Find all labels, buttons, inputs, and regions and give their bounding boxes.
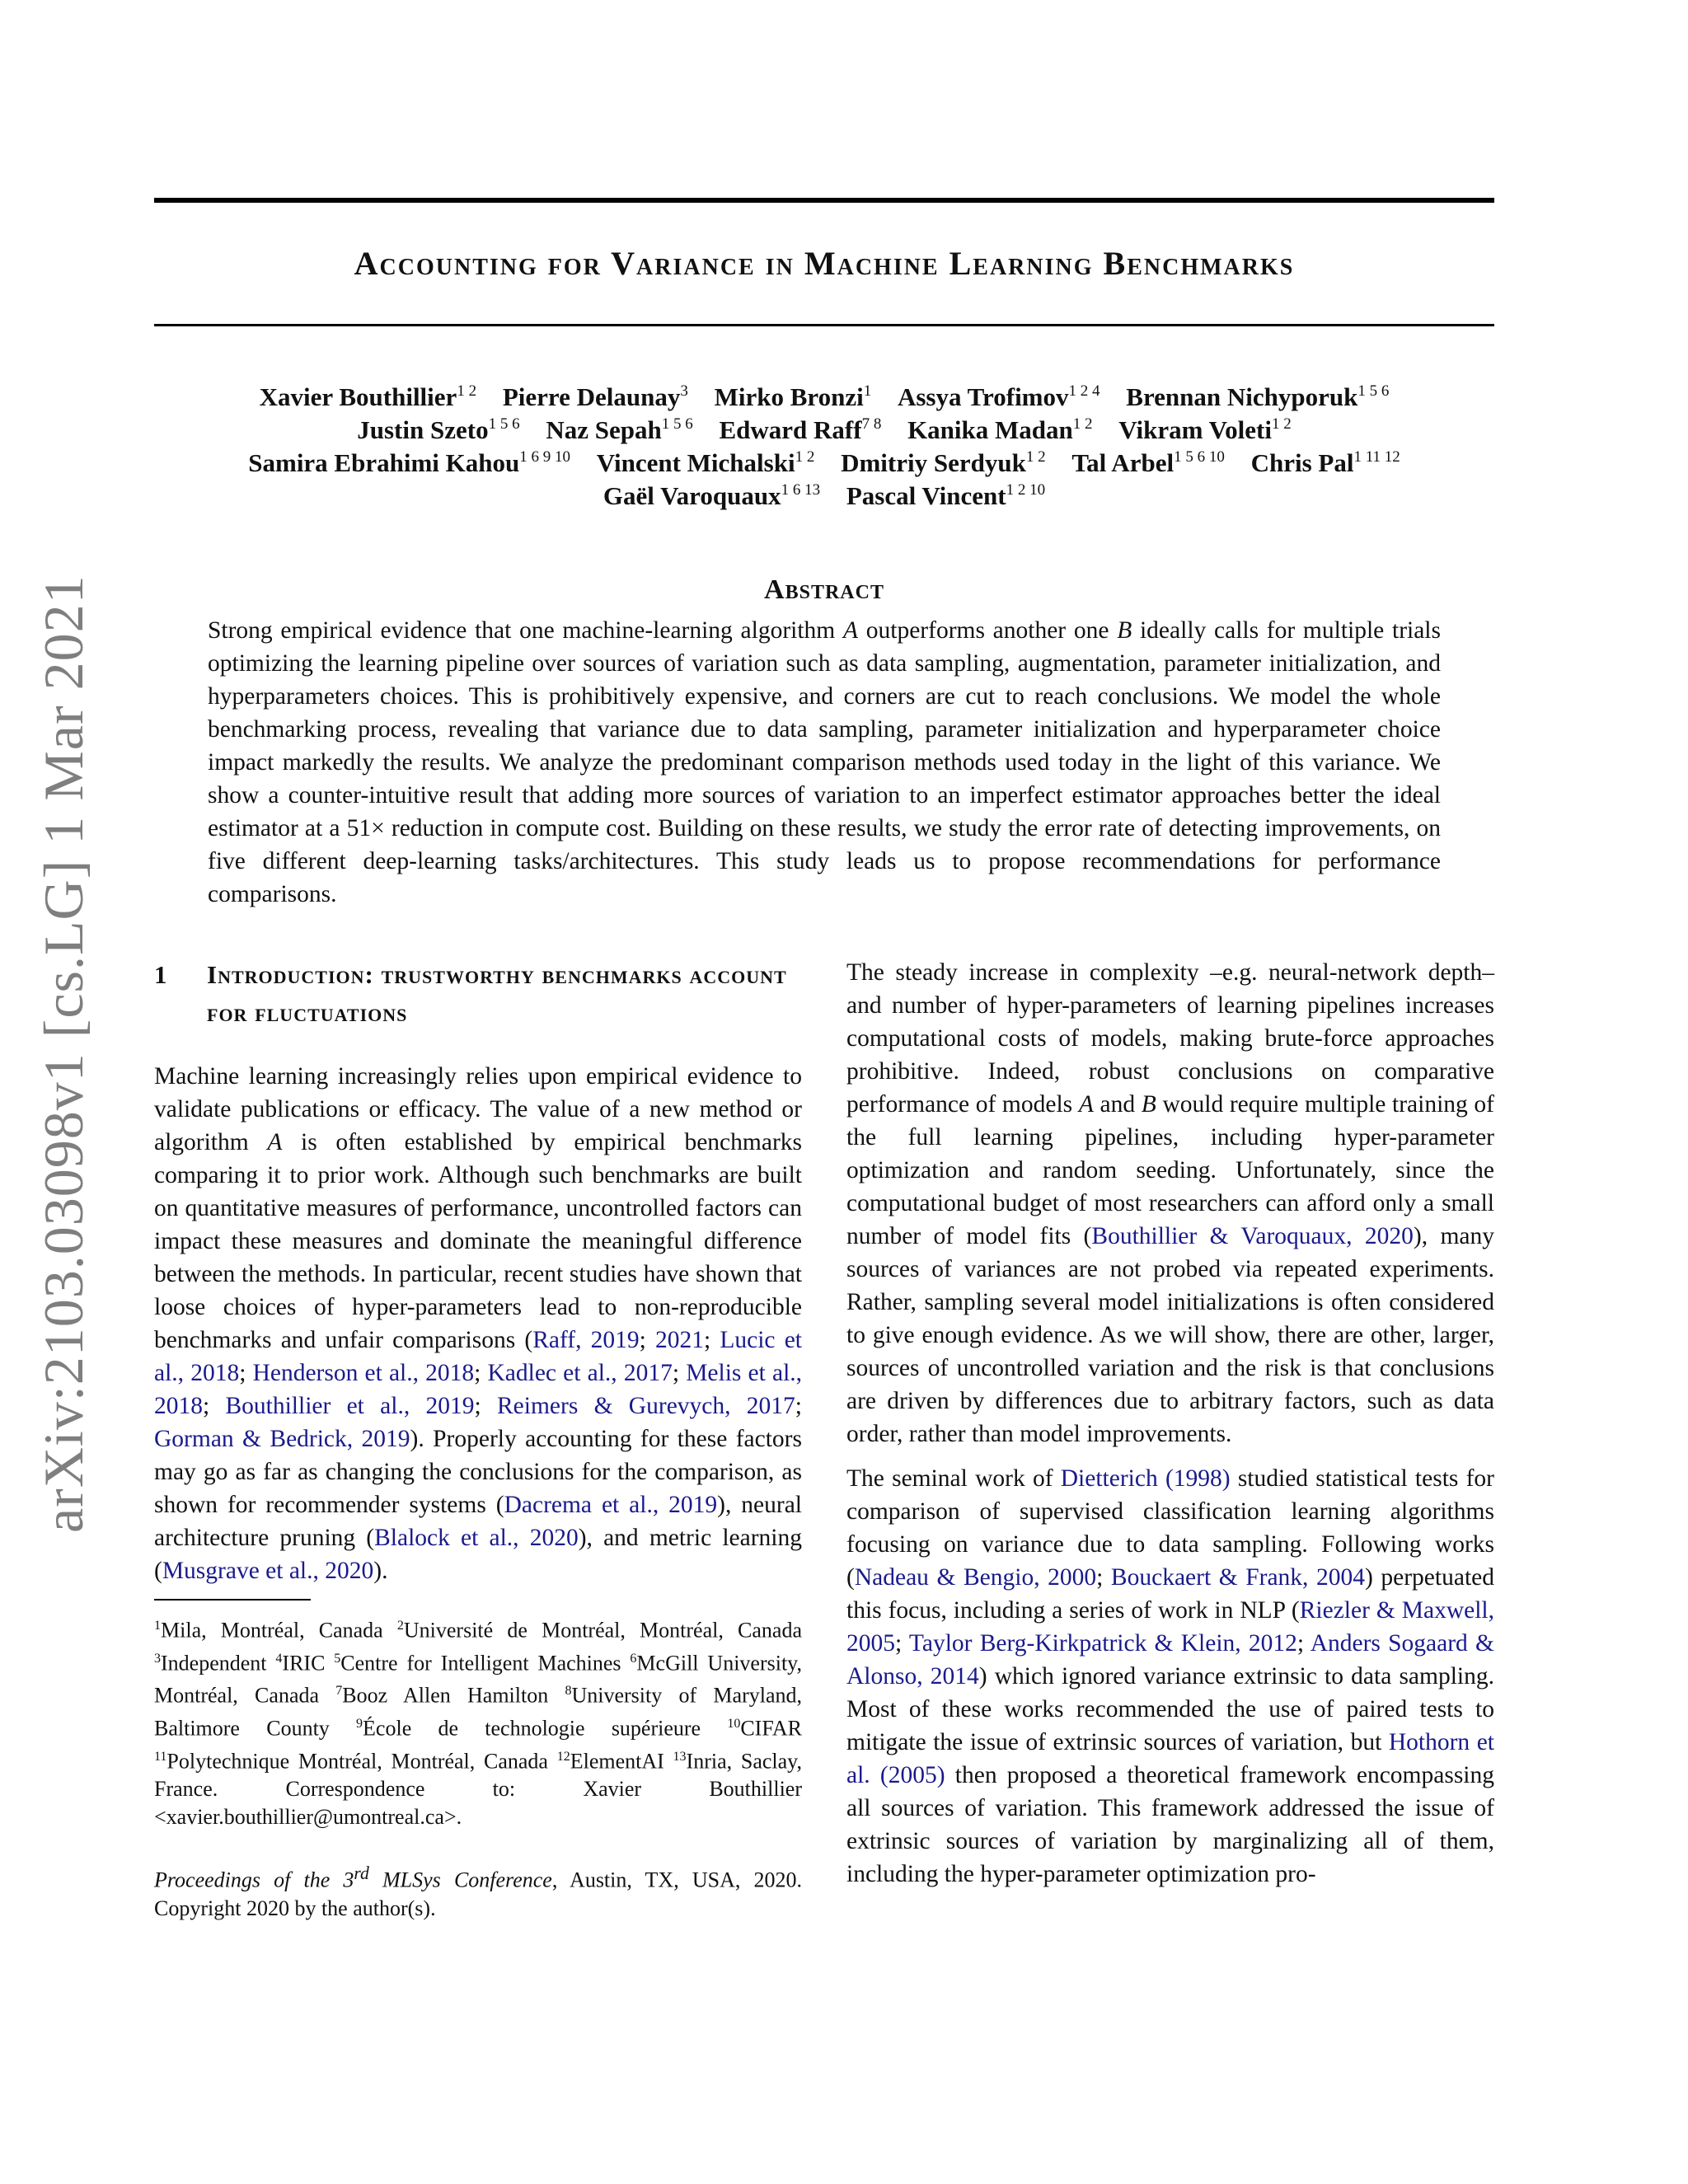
citation-link[interactable]: Hothorn et al. [846, 1729, 1494, 1788]
affiliations-footnote: $^1$Mila, Montréal, Canada $^2$Université de Montréal, Montréal, Canada $^3$Independent $^4$IRIC $^5$Centre for Intelligent Machines $^6$McGill University, Montréal, Canada $^7$Booz Allen Hamilton $^8$University of Maryland, Baltimore County $^9$École de technologie supérieure $^{10}$CIFAR $^{11}$Polytechnique Montréal, Montréal, Canada $^{12}$ElementAI $^{13}$Inria, Saclay, France. Correspondence to: Xavier Bouthillier <xavier.bouthillier@umontreal.ca>. [154, 1618, 802, 1830]
author: Edward Raff$^{7 8}$ [719, 415, 882, 444]
citation-link[interactable]: Bouthillier et al., 2019 [225, 1393, 475, 1419]
author: Vincent Michalski$^{1 2}$ [596, 448, 815, 477]
footnote-rule [154, 1599, 311, 1601]
citation-link[interactable]: Taylor Berg-Kirkpatrick & Klein, 2012 [908, 1630, 1297, 1657]
author: Pierre Delaunay$^3$ [502, 382, 688, 411]
citation-link[interactable]: Kadlec et al., 2017 [487, 1360, 673, 1386]
author: Justin Szeto$^{1 5 6}$ [357, 415, 520, 444]
right-column [846, 956, 1494, 1902]
abstract-text: Strong empirical evidence that one machine-learning algorithm A outperforms another one B ideally calls for multiple trials optimizing the learning pipeline over sources of variation such as data sampling, augmentation, parameter initialization, and hyperparameters choices. This is prohibitively expensive, and corners are cut to reach conclusions. We model the whole benchmarking process, revealing that variance due to data sampling, parameter initialization and hyperparameter choice impact markedly the results. We analyze the predominant comparison methods used today in the light of this variance. We show a counter-intuitive result that adding more sources of variation to an imperfect estimator approaches better the ideal estimator at a 51× reduction in compute cost. Building on these results, we study the error rate of detecting improvements, on five different deep-learning tasks/architectures. This study leads us to propose recommendations for performance comparisons. [208, 617, 1441, 907]
citation-link[interactable]: Anders Sogaard & Alonso, 2014 [846, 1630, 1494, 1690]
citation-link[interactable]: Raff, 2019 [532, 1327, 640, 1353]
author: Gaël Varoquaux$^{1 6 13}$ [603, 481, 821, 510]
author: Brennan Nichyporuk$^{1 5 6}$ [1126, 382, 1390, 411]
title-rule-bottom [154, 324, 1494, 326]
proceedings-note: Proceedings of the 3rd MLSys Conference, Austin, TX, USA, 2020. Copyright 2020 by the author(s). [154, 1863, 803, 1920]
intro-paragraph: Machine learning increasingly relies upon empirical evidence to validate publications or efficacy. The value of a new method or algorithm A is often established by empirical benchmarks comparing it to prior work. Although such benchmarks are built on quantitative measures of performance, uncontrolled factors can impact these measures and dominate the meaningful difference between the methods. In particular, recent studies have shown that loose choices of hyper-parameters lead to non-reproducible benchmarks and unfair comparisons (Raff, 2019; 2021; Lucic et al., 2018; Henderson et al., 2018; Kadlec et al., 2017; Melis et al., 2018; Bouthillier et al., 2019; Reimers & Gurevych, 2017; Gorman & Bedrick, 2019). Properly accounting for these factors may go as far as changing the conclusions for the comparison, as shown for recommender systems (Dacrema et al., 2019), neural architecture pruning (Blalock et al., 2020), and metric learning (Musgrave et al., 2020). [154, 1063, 803, 1584]
citation-link[interactable]: Dacrema et al., 2019 [504, 1492, 718, 1518]
author: Pascal Vincent$^{1 2 10}$ [846, 481, 1046, 510]
author: Samira Ebrahimi Kahou$^{1 6 9 10}$ [248, 448, 570, 477]
body-paragraph: The seminal work of Dietterich (1998) studied statistical tests for comparison of supervised classification learning algorithms focusing on variance due to data sampling. Following works (Nadeau & Bengio, 2000; Bouckaert & Frank, 2004) perpetuated this focus, including a series of work in NLP (Riezler & Maxwell, 2005; Taylor Berg-Kirkpatrick & Klein, 2012; Anders Sogaard & Alonso, 2014) which ignored variance extrinsic to data sampling. Most of these works recommended the use of paired tests to mitigate the issue of extrinsic sources of variation, but Hothorn et al. (2005) then proposed a theoretical framework encompassing all sources of variation. This framework addressed the issue of extrinsic sources of variation by marginalizing all of them, including the hyper-parameter optimization pro- [846, 1465, 1494, 1887]
author: Tal Arbel$^{1 5 6 10}$ [1071, 448, 1225, 477]
paper-title: Accounting for Variance in Machine Learning Benchmarks [354, 245, 1295, 282]
citation-link[interactable]: Reimers & Gurevych, 2017 [496, 1393, 795, 1419]
abstract-heading: Abstract [764, 574, 884, 605]
citation-link[interactable]: Blalock et al., 2020 [374, 1525, 579, 1551]
citation-link[interactable]: (1998) [1165, 1465, 1231, 1492]
citation-link[interactable]: 2021 [655, 1327, 704, 1353]
left-column [154, 956, 802, 1923]
citation-link[interactable]: Henderson et al., 2018 [252, 1360, 475, 1386]
author: Assya Trofimov$^{1 2 4}$ [897, 382, 1100, 411]
section-number: 1 [154, 960, 168, 989]
body-paragraph: The steady increase in complexity –e.g. neural-network depth– and number of hyper-parameters of learning pipelines increases computational costs of models, making brute-force approaches prohibitive. Indeed, robust conclusions on comparative performance of models A and B would require multiple training of the full learning pipelines, including hyper-parameter optimization and random seeding. Unfortunately, since the computational budget of most researchers can afford only a small number of model fits (Bouthillier & Varoquaux, 2020), many sources of variances are not probed via repeated experiments. Rather, sampling several model initializations is often considered to give enough evidence. As we will show, there are other, larger, sources of uncontrolled variation and the risk is that conclusions are driven by differences due to arbitrary factors, such as data order, rather than model improvements. [846, 959, 1494, 1447]
citation-link[interactable]: Melis et al., 2018 [154, 1360, 803, 1419]
arxiv-identifier-stamp: arXiv:2103.03098v1 [cs.LG] 1 Mar 2021 [32, 574, 95, 1533]
author: Vikram Voleti$^{1 2}$ [1118, 415, 1292, 444]
citation-link[interactable]: Nadeau & Bengio, 2000 [854, 1564, 1097, 1591]
title-rule-top [154, 198, 1494, 203]
author: Xavier Bouthillier$^{1 2}$ [259, 382, 477, 411]
citation-link[interactable]: Dietterich [1060, 1465, 1158, 1492]
section-title: Introduction: trustworthy benchmarks account for fluctuations [207, 960, 787, 1027]
author: Mirko Bronzi$^1$ [714, 382, 872, 411]
citation-link[interactable]: Riezler & Maxwell, 2005 [846, 1597, 1494, 1657]
citation-link[interactable]: Gorman & Bedrick, 2019 [154, 1426, 410, 1452]
citation-link[interactable]: (2005) [879, 1762, 945, 1788]
author: Kanika Madan$^{1 2}$ [907, 415, 1093, 444]
author: Dmitriy Serdyuk$^{1 2}$ [841, 448, 1046, 477]
author: Chris Pal$^{1 11 12}$ [1250, 448, 1400, 477]
author: Naz Sepah$^{1 5 6}$ [546, 415, 693, 444]
author-list [165, 381, 1484, 513]
citation-link[interactable]: Bouckaert & Frank, 2004 [1110, 1564, 1365, 1591]
citation-link[interactable]: Lucic et al., 2018 [154, 1327, 802, 1386]
citation-link[interactable]: Bouthillier & Varoquaux, 2020 [1091, 1223, 1414, 1249]
citation-link[interactable]: Musgrave et al., 2020 [162, 1558, 374, 1584]
section-heading [154, 956, 802, 1032]
